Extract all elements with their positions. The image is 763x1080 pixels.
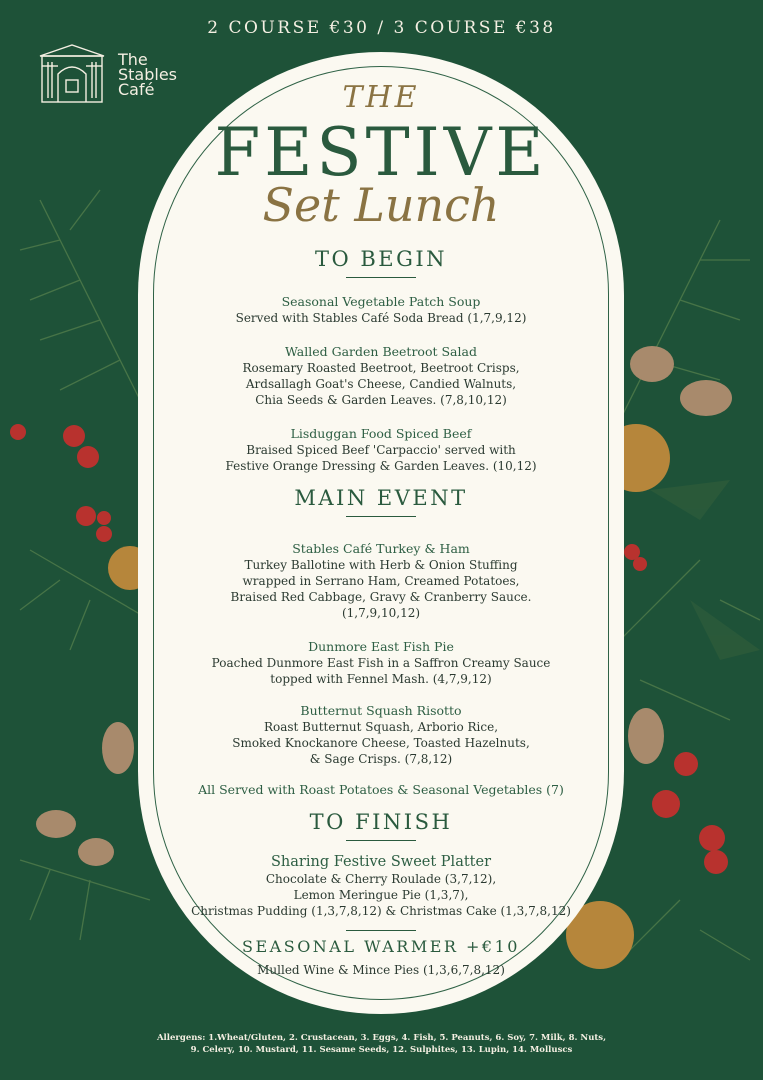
section-main-event	[153, 486, 609, 517]
dish-description: Ardsallagh Goat's Cheese, Candied Walnuts,	[245, 377, 517, 391]
dish-description: Chocolate & Cherry Roulade (3,7,12),	[265, 872, 497, 886]
menu-item	[153, 294, 609, 326]
logo-line-2: Stables	[118, 65, 178, 84]
dish-description: Christmas Pudding (1,3,7,8,12) & Christmas Cake (1,3,7,8,12)	[191, 904, 571, 918]
sides-note: All Served with Roast Potatoes & Seasonal Vegetables (7)	[198, 782, 564, 797]
allergens-footer	[0, 1032, 763, 1056]
dish-name: Walled Garden Beetroot Salad	[285, 344, 477, 359]
dish-description: & Sage Crisps. (7,8,12)	[309, 752, 453, 766]
menu-content	[153, 66, 609, 1000]
logo-line-1: The	[118, 50, 148, 69]
dish-description: Mulled Wine & Mince Pies (1,3,6,7,8,12)	[257, 963, 505, 977]
menu-item	[153, 426, 609, 474]
dish-name: Butternut Squash Risotto	[300, 703, 462, 718]
dish-description: Smoked Knockanore Cheese, Toasted Hazelnuts,	[232, 736, 530, 750]
dish-description: Chia Seeds & Garden Leaves. (7,8,10,12)	[255, 393, 507, 407]
menu-item	[153, 703, 609, 767]
section-seasonal-warmer	[153, 930, 609, 978]
title-the: THE	[342, 80, 420, 115]
dish-description: Braised Spiced Beef 'Carpaccio' served with	[246, 443, 516, 457]
section-heading: SEASONAL WARMER +€10	[242, 937, 520, 956]
dish-description: (1,7,9,10,12)	[341, 606, 421, 620]
allergens-line-1: Allergens: 1.Wheat/Gluten, 2. Crustacean, 3. Eggs, 4. Fish, 5. Peanuts, 6. Soy, 7. Milk, 8. Nuts,	[156, 1033, 607, 1043]
section-to-begin	[153, 247, 609, 278]
menu-item	[153, 344, 609, 408]
dish-description: wrapped in Serrano Ham, Creamed Potatoes,	[242, 574, 520, 588]
heading-divider	[346, 840, 416, 841]
dish-description: topped with Fennel Mash. (4,7,9,12)	[270, 672, 492, 686]
main-footnote	[153, 782, 609, 798]
dish-name: Stables Café Turkey & Ham	[292, 541, 470, 556]
menu-item	[153, 541, 609, 621]
dish-description: Lemon Meringue Pie (1,3,7),	[293, 888, 469, 902]
dish-name: Lisduggan Food Spiced Beef	[290, 426, 472, 441]
heading-divider	[346, 516, 416, 517]
dish-description: Roast Butternut Squash, Arborio Rice,	[263, 720, 499, 734]
menu-item	[153, 853, 609, 919]
dish-description: Poached Dunmore East Fish in a Saffron Creamy Sauce	[211, 656, 551, 670]
title-set-lunch: Set Lunch	[262, 178, 500, 232]
logo-line-3: Café	[118, 80, 155, 99]
section-heading: TO BEGIN	[314, 247, 448, 271]
dish-name: Dunmore East Fish Pie	[308, 639, 454, 654]
menu-item	[153, 639, 609, 687]
heading-divider	[346, 930, 416, 931]
dish-description: Braised Red Cabbage, Gravy & Cranberry Sauce.	[230, 590, 532, 604]
dish-name: Sharing Festive Sweet Platter	[271, 854, 491, 870]
dish-description: Rosemary Roasted Beetroot, Beetroot Crisps,	[242, 361, 520, 375]
section-heading: MAIN EVENT	[294, 486, 468, 510]
dish-description: Turkey Ballotine with Herb & Onion Stuffing	[244, 558, 518, 572]
dish-name: Seasonal Vegetable Patch Soup	[281, 294, 481, 309]
dish-description: Served with Stables Café Soda Bread (1,7,9,12)	[235, 311, 527, 325]
title-festive: FESTIVE	[214, 114, 548, 191]
section-heading: TO FINISH	[309, 810, 453, 834]
dish-description: Festive Orange Dressing & Garden Leaves. (10,12)	[225, 459, 537, 473]
allergens-line-2: 9. Celery, 10. Mustard, 11. Sesame Seeds, 12. Sulphites, 13. Lupin, 14. Molluscs	[190, 1045, 573, 1055]
heading-divider	[346, 277, 416, 278]
section-to-finish	[153, 810, 609, 841]
price-banner: 2 COURSE €30 / 3 COURSE €38	[207, 18, 556, 38]
